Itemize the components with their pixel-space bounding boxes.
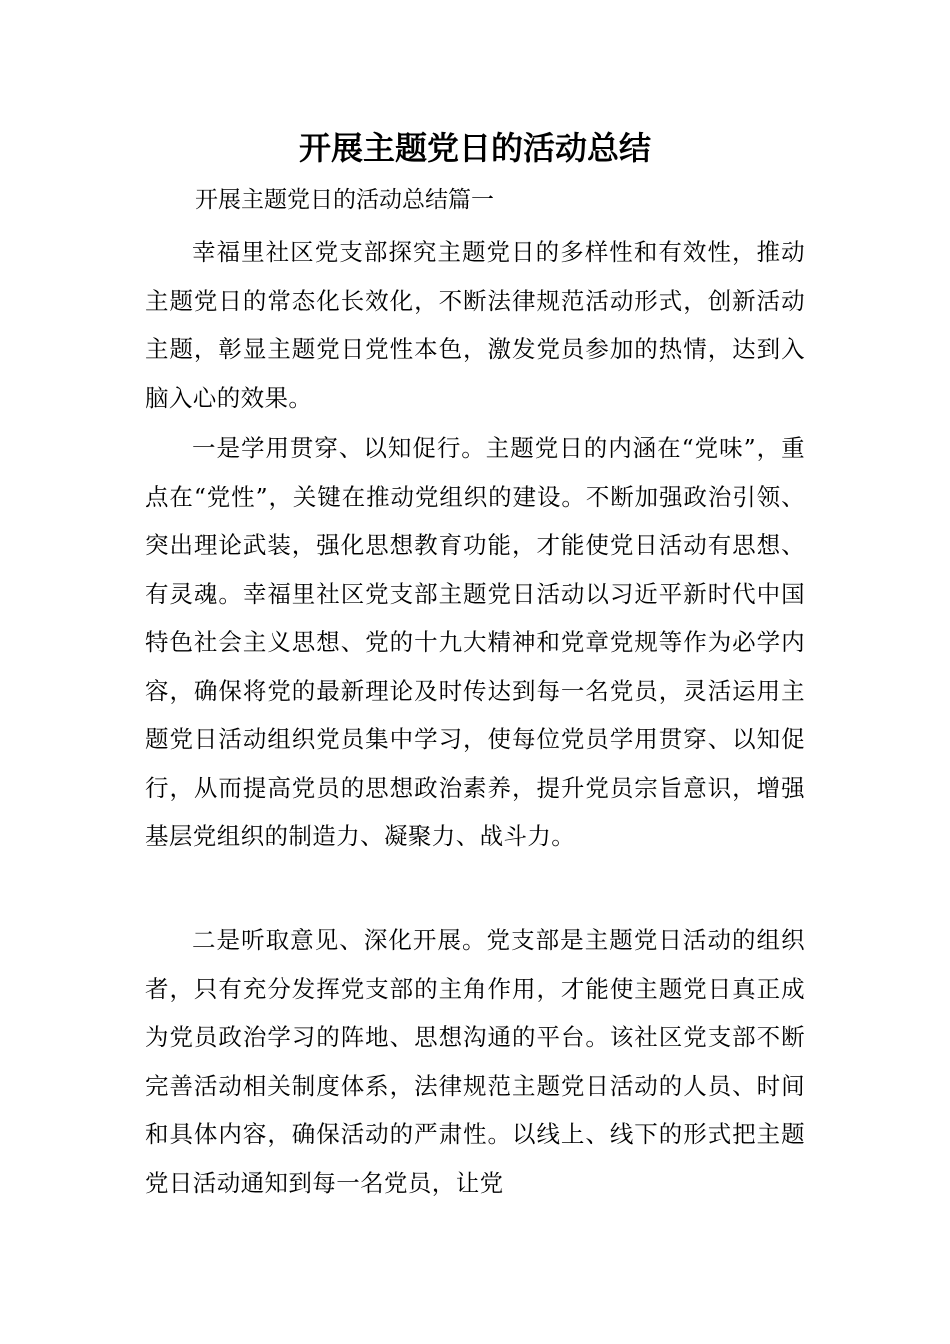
paragraph-point-two: 二是听取意见、深化开展。党支部是主题党日活动的组织者，只有充分发挥党支部的主角作用，才能使主题党日真正成为党员政治学习的阵地、思想沟通的平台。该社区党支部不断完善活动相关制度体系，法律规范主题党日活动的人员、时间和具体内容，确保活动的严肃性。以线上、线下的形式把主题党日活动通知到每一名党员，让党 [145,926,805,1197]
paragraph-point-one: 一是学用贯穿、以知促行。主题党日的内涵在“党味”，重点在“党性”，关键在推动党组织的建设。不断加强政治引领、突出理论武装，强化思想教育功能，才能使党日活动有思想、有灵魂。幸福里社区党支部主题党日活动以习近平新时代中国特色社会主义思想、党的十九大精神和党章党规等作为必学内容，确保将党的最新理论及时传达到每一名党员，灵活运用主题党日活动组织党员集中学习，使每位党员学用贯穿、以知促行，从而提高党员的思想政治素养，提升党员宗旨意识，增强基层党组织的制造力、凝聚力、战斗力。 [145,434,805,850]
document-subtitle: 开展主题党日的活动总结篇一 [195,187,494,213]
paragraph-intro: 幸福里社区党支部探究主题党日的多样性和有效性，推动主题党日的常态化长效化，不断法律规范活动形式，创新活动主题，彰显主题党日党性本色，激发党员参加的热情，达到入脑入心的效果。 [145,238,805,412]
document-title: 开展主题党日的活动总结 [298,129,651,167]
